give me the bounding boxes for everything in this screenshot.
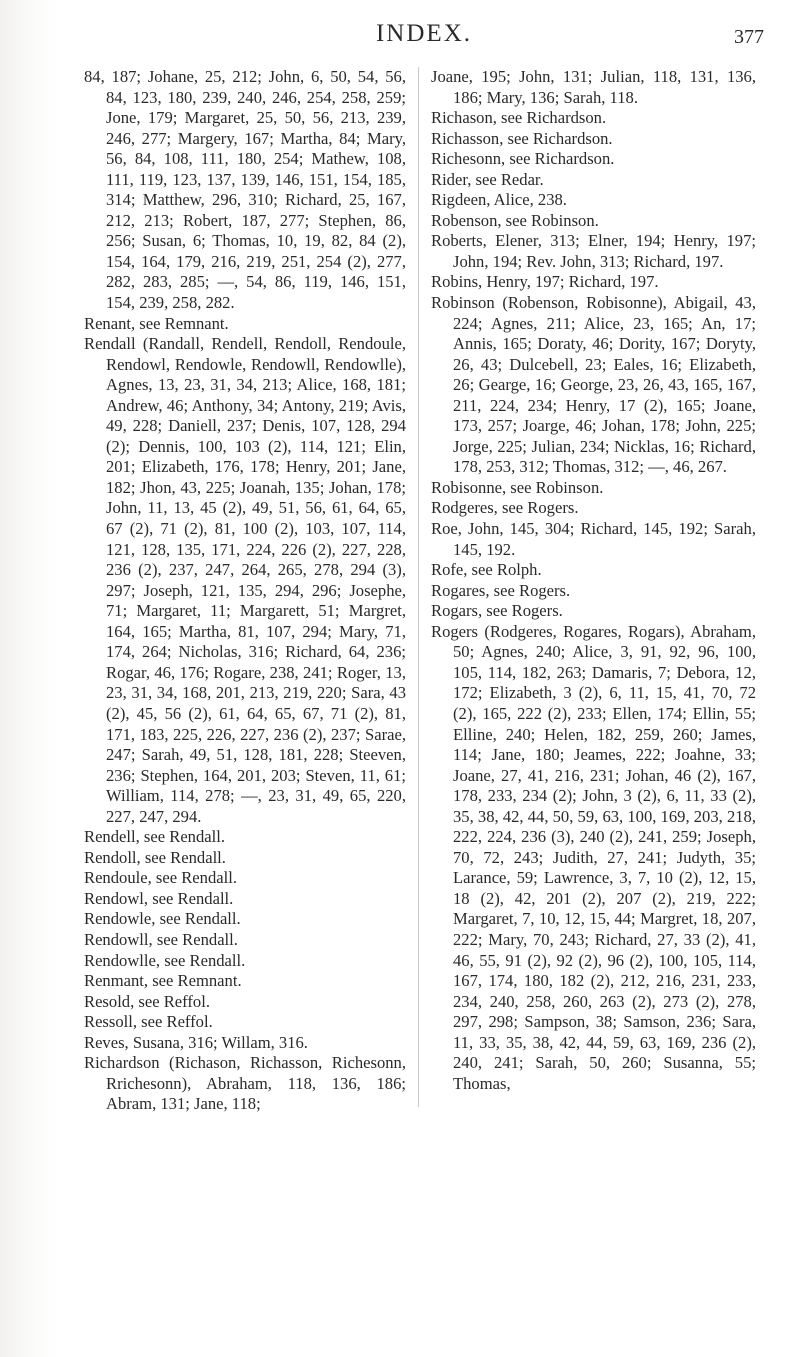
index-entry: Robisonne, see Robinson.: [431, 477, 604, 497]
index-entry: Robins, Henry, 197; Richard, 197.: [431, 272, 659, 292]
index-entry: Robenson, see Robinson.: [431, 210, 599, 230]
index-entry: Richardson (Richason, Richasson, Richesonn, Rrichesonn), Abraham, 118, 136, 186; Abram, 131; Jane, 118;: [84, 1053, 406, 1114]
index-entry: Rendowll, see Rendall.: [84, 929, 238, 949]
page-number: 377: [734, 26, 764, 48]
index-entry: Rodgeres, see Rogers.: [431, 498, 579, 518]
index-entry: Rendowle, see Rendall.: [84, 909, 241, 929]
index-entry: Rogares, see Rogers.: [431, 580, 571, 600]
index-entry: Joane, 195; John, 131; Julian, 118, 131, 136, 186; Mary, 136; Sarah, 118.: [431, 67, 756, 107]
page-title: INDEX.: [375, 20, 472, 47]
index-entry: Rendoll, see Rendall.: [84, 847, 226, 867]
index-entry: Rendoule, see Rendall.: [84, 868, 237, 888]
index-columns: [84, 67, 764, 1114]
index-entry: Richasson, see Richardson.: [431, 128, 613, 148]
index-entry: Rofe, see Rolph.: [431, 560, 542, 580]
index-entry: Rendall (Randall, Rendell, Rendoll, Rendoule, Rendowl, Rendowle, Rendowll, Rendowlle), Agnes, 13, 23, 31, 34, 213; Alice, 168, 181; Andrew, 46; Anthony, 34; Antony, 219; Avis, 49, 228; Daniell, 237; Denis, 107, 128, 294 (2); Dennis, 100, 103 (2), 114, 121; Elin, 201; Elizabeth, 176, 178; Henry, 201; Jane, 182; Jhon, 43, 225; Joanah, 135; Johan, 178; John, 11, 13, 45 (2), 49, 51, 56, 61, 64, 65, 67 (2), 71 (2), 81, 100 (2), 103, 107, 114, 121, 128, 135, 171, 224, 226 (2), 227, 228, 236 (2), 237, 247, 264, 265, 278, 294 (3), 297; Joseph, 121, 135, 294, 296; Josephe, 71; Margaret, 11; Margarett, 51; Margret, 164, 165; Martha, 81, 107, 294; Mary, 71, 174, 264; Nicholas, 316; Richard, 64, 236; Rogar, 46, 176; Rogare, 238, 241; Roger, 13, 23, 31, 34, 168, 201, 213, 219, 220; Sara, 43 (2), 45, 56 (2), 61, 64, 65, 67, 71 (2), 81, 171, 183, 225, 226, 227, 236 (2), 237; Sarae, 247; Sarah, 49, 51, 128, 181, 228; Steeven, 236; Stephen, 164, 201, 203; Steven, 11, 61; William, 114, 278; —, 23, 31, 49, 65, 220, 227, 247, 294.: [84, 334, 406, 826]
index-entry: Richesonn, see Richardson.: [431, 149, 615, 169]
index-entry: Roberts, Elener, 313; Elner, 194; Henry, 197; John, 194; Rev. John, 313; Richard, 197.: [431, 231, 756, 271]
index-entry: Renmant, see Remnant.: [84, 971, 242, 991]
index-entry: Reves, Susana, 316; Willam, 316.: [84, 1032, 308, 1052]
page-header: [84, 20, 764, 60]
index-entry: Robinson (Robenson, Robisonne), Abigail, 43, 224; Agnes, 211; Alice, 23, 165; An, 17; Annis, 165; Doraty, 46; Dority, 167; Doryty, 26, 43; Dulcebell, 23; Eales, 16; Elizabeth, 26; Gearge, 16; George, 23, 26, 43, 165, 167, 211, 224, 234; Henry, 17 (2), 165; Joane, 173, 257; Joarge, 46; Johan, 178; John, 225; Jorge, 225; Julian, 234; Nicklas, 16; Richard, 178, 253, 312; Thomas, 312; —, 46, 267.: [431, 293, 756, 477]
index-entry: 84, 187; Johane, 25, 212; John, 6, 50, 54, 56, 84, 123, 180, 239, 240, 246, 254, 258, 259; Jone, 179; Margaret, 25, 50, 56, 213, 239, 246, 277; Margery, 167; Martha, 84; Mary, 56, 84, 108, 111, 180, 254; Mathew, 108, 111, 119, 123, 137, 139, 146, 151, 154, 185, 314; Matthew, 296, 310; Richard, 25, 167, 212, 213; Robert, 187, 277; Stephen, 86, 256; Susan, 6; Thomas, 10, 19, 82, 84 (2), 154, 164, 179, 216, 219, 251, 254 (2), 277, 282, 283, 285; —, 54, 86, 119, 146, 151, 154, 239, 258, 282.: [84, 67, 406, 313]
index-entry: Resold, see Reffol.: [84, 991, 210, 1011]
index-entry: Rendowlle, see Rendall.: [84, 950, 246, 970]
index-entry: Rider, see Redar.: [431, 169, 544, 189]
index-entry: Rendowl, see Rendall.: [84, 888, 234, 908]
index-entry: Richason, see Richardson.: [431, 108, 607, 128]
index-entry: Roe, John, 145, 304; Richard, 145, 192; Sarah, 145, 192.: [431, 519, 756, 559]
index-column-left: [84, 67, 406, 1115]
index-entry: Rogars, see Rogers.: [431, 601, 563, 621]
index-entry: Renant, see Remnant.: [84, 313, 229, 333]
index-column-right: [431, 67, 756, 1094]
index-entry: Rigdeen, Alice, 238.: [431, 190, 567, 210]
column-divider: [418, 67, 419, 1107]
index-entry: Rendell, see Rendall.: [84, 827, 226, 847]
index-entry: Rogers (Rodgeres, Rogares, Rogars), Abraham, 50; Agnes, 240; Alice, 3, 91, 92, 96, 100, 105, 114, 182, 263; Damaris, 7; Debora, 12, 172; Elizabeth, 3 (2), 6, 11, 15, 41, 70, 72 (2), 165, 222 (2), 233; Ellen, 174; Ellin, 55; Elline, 240; Helen, 182, 259, 260; James, 114; Jane, 180; Jeames, 222; Joahne, 33; Joane, 27, 41, 216, 231; Johan, 46 (2), 167, 178, 233, 234 (2); John, 3 (2), 6, 11, 33 (2), 35, 38, 42, 44, 50, 59, 63, 100, 169, 203, 218, 222, 224, 236 (3), 240 (2), 241, 259; Joseph, 70, 72, 243; Judith, 27, 241; Judyth, 35; Larance, 59; Lawrence, 3, 7, 10 (2), 12, 15, 18 (2), 42, 201 (2), 207 (2), 219, 222; Margaret, 7, 10, 12, 15, 44; Margret, 18, 207, 222; Mary, 70, 243; Richard, 27, 33 (2), 41, 46, 55, 91 (2), 92 (2), 96 (2), 100, 105, 114, 167, 174, 180, 182 (2), 212, 216, 231, 233, 234, 240, 258, 260, 263 (2), 273 (2), 278, 297, 298; Sampson, 38; Samson, 236; Sara, 11, 33, 35, 38, 42, 44, 59, 63, 169, 236 (2), 240, 241; Sarah, 50, 260; Susanna, 55; Thomas,: [431, 621, 756, 1093]
index-entry: Ressoll, see Reffol.: [84, 1012, 213, 1032]
